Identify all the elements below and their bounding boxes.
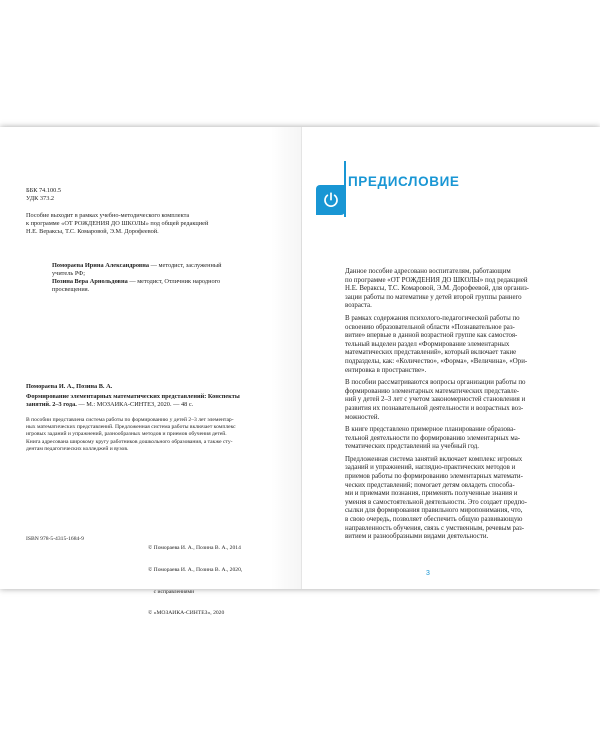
text-line: сылки для формирования правильного миропонимания, что, xyxy=(345,507,523,515)
preface-paragraph xyxy=(345,426,574,452)
page-number: 3 xyxy=(426,570,430,577)
approval-line: к программе «ОТ РОЖДЕНИЯ ДО ШКОЛЫ» под общей редакцией xyxy=(26,219,209,227)
text-line: умения в самостоятельной деятельности. Это создает предпо- xyxy=(345,498,527,506)
gutter-shadow xyxy=(270,127,301,589)
copyright-line: с исправлениями xyxy=(148,588,195,595)
approval-line: Пособие выходит в рамках учебно-методического комплекта xyxy=(26,212,190,219)
bbk-code: ББК 74.100.5 xyxy=(26,187,62,194)
isbn: ISBN 978-5-4315-1684-9 xyxy=(26,536,84,542)
citation-authors: Помораева И. А., Позина В. А. xyxy=(26,383,113,390)
author-entry xyxy=(52,278,267,286)
text-line: В пособии рассматриваются вопросы организации работы по xyxy=(345,379,526,387)
annotation-line: дентам педагогических колледжей и вузов. xyxy=(26,445,129,452)
text-line: ний у детей 2–3 лет с учетом закономерностей становления и xyxy=(345,396,526,404)
citation-block xyxy=(26,383,271,409)
text-line: ентировка в пространстве». xyxy=(345,366,427,374)
book-gutter xyxy=(301,127,302,589)
text-line: ми и приемами познания, применять полученные знания и xyxy=(345,490,518,498)
text-line: освоению образовательной области «Познавательное раз- xyxy=(345,323,515,331)
citation-title-tail: занятий. 2–3 года. xyxy=(26,400,77,408)
annotation-block xyxy=(26,417,276,453)
preface-paragraph xyxy=(345,268,574,311)
preface-paragraph xyxy=(345,456,574,542)
text-line: формированию элементарных математических представле- xyxy=(345,387,520,395)
author-name: Помораева Ирина Александровна xyxy=(52,262,150,269)
text-line: витием и разнообразными видами деятельности. xyxy=(345,533,489,541)
copyright-line: © Помораева И. А., Позина В. А., 2014 xyxy=(148,545,241,552)
text-line: тельный выделен раздел «Формирование элементарных xyxy=(345,340,510,348)
author-role: — методист, заслуженный xyxy=(149,262,222,269)
author-role-cont: просвещения. xyxy=(52,285,90,293)
copyright-block xyxy=(148,531,242,632)
approval-line: Н.Е. Вераксы, Т.С. Комаровой, Э.М. Дорофеевой. xyxy=(26,227,159,235)
text-line: Н.Е. Вераксы, Т.С. Комаровой, Э.М. Дорофеевой, для организ- xyxy=(345,285,529,293)
power-icon xyxy=(322,191,340,209)
author-name: Позина Вера Арнольдовна xyxy=(52,277,128,285)
annotation-line: игровых заданий и упражнений, разнообразных методов и приемов обучения детей. xyxy=(26,431,227,438)
badge-box xyxy=(316,185,345,215)
preface-paragraph xyxy=(345,379,574,422)
text-line: заданий и упражнений, наглядно-практических методов и xyxy=(345,464,516,472)
text-line: по программе «ОТ РОЖДЕНИЯ ДО ШКОЛЫ» под редакцией xyxy=(345,276,528,284)
text-line: приемов работы по формированию элементарных математи- xyxy=(345,473,523,481)
text-line: тематических представлений на учебный год. xyxy=(345,443,479,451)
text-line: математических представлений», который включает такие xyxy=(345,349,517,357)
badge-accent-line xyxy=(344,161,346,217)
classification-block xyxy=(26,187,61,203)
book-spread xyxy=(0,127,600,617)
text-line: В рамках содержания психолого-педагогической работы по xyxy=(345,314,520,322)
text-line: Предложенная система занятий включает комплекс игровых xyxy=(345,455,523,463)
page-title: ПРЕДИСЛОВИЕ xyxy=(348,174,460,189)
text-line: развития их познавательной деятельности и возрастных воз- xyxy=(345,404,524,412)
text-line: тельной деятельности по формированию элементарных ма- xyxy=(345,434,521,442)
authors-block xyxy=(52,262,267,294)
annotation-line: ных математических представлений. Предложенная система работы включает комплекс xyxy=(26,424,236,431)
text-line: возраста. xyxy=(345,302,372,310)
citation-publisher: — М.: МОЗАИКА-СИНТЕЗ, 2020. — 48 с. xyxy=(76,400,194,408)
annotation-line: В пособии представлена система работы по формированию у детей 2–3 лет элементар- xyxy=(26,417,234,423)
copyright-line: © Помораева И. А., Позина В. А., 2020, xyxy=(148,567,243,574)
text-line: витие» впервые в данной возрастной группе как самостоя- xyxy=(345,332,518,340)
section-badge xyxy=(316,185,345,215)
text-line: можностей. xyxy=(345,413,380,421)
text-line: В книге представлено примерное планирование образова- xyxy=(345,426,516,434)
author-role-cont: учитель РФ; xyxy=(52,269,85,277)
text-line: направленность обучения, связь с умственным, речевым раз- xyxy=(345,524,525,532)
annotation-line: Книга адресована широкому кругу работников дошкольного образования, а также сту- xyxy=(26,438,233,445)
text-line: ческих представлений; помогает детям овладеть способа- xyxy=(345,481,515,489)
copyright-line: © «МОЗАИКА-СИНТЕЗ», 2020 xyxy=(148,610,225,617)
author-role: — методист, Отличник народного xyxy=(127,277,221,285)
citation-title-line2 xyxy=(26,401,271,409)
udk-code: УДК 373.2 xyxy=(26,194,55,202)
text-line: Данное пособие адресовано воспитателям, работающим xyxy=(345,268,511,275)
citation-title-line: Формирование элементарных математических представлений: Конспекты xyxy=(26,392,240,400)
preface-paragraph xyxy=(345,315,574,375)
author-entry xyxy=(52,262,267,270)
preface-body xyxy=(345,268,574,546)
text-line: в свою очередь, позволяет обеспечить общую развивающую xyxy=(345,516,523,524)
approval-note xyxy=(26,212,208,236)
text-line: подразделы, как: «Количество», «Форма», «Величина», «Ори- xyxy=(345,357,528,365)
text-line: зации работы по математике у детей второй группы раннего xyxy=(345,293,522,301)
